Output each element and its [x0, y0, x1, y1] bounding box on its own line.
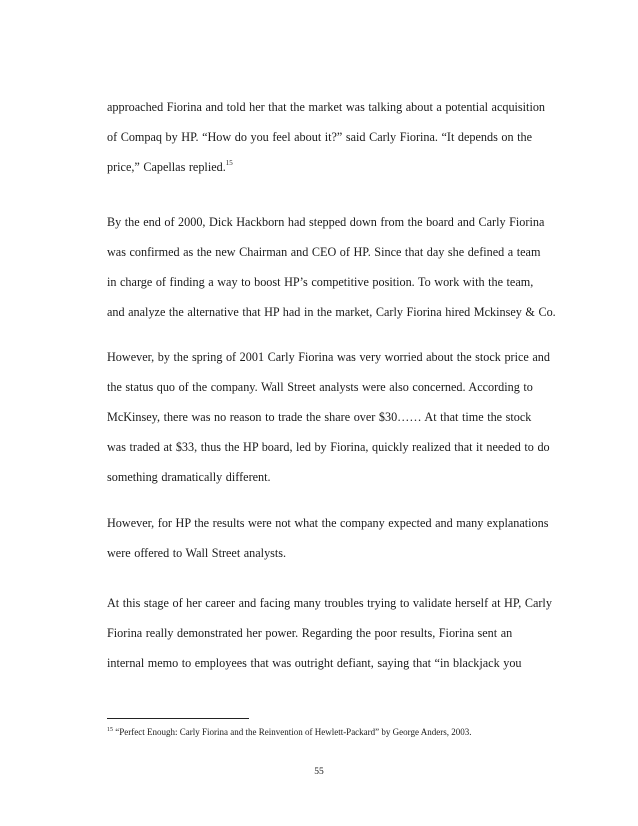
footnote	[107, 727, 472, 737]
text-line: By the end of 2000, Dick Hackborn had stepped down from the board and Carly Fiorina	[107, 215, 545, 229]
text-line: However, for HP the results were not what the company expected and many explanations	[107, 516, 549, 530]
text-line: something dramatically different.	[107, 470, 271, 484]
text-line: the status quo of the company. Wall Street analysts were also concerned. According to	[107, 380, 533, 394]
footnote-reference: 15	[225, 159, 233, 167]
text-line: McKinsey, there was no reason to trade the share over $30…… At that time the stock	[107, 410, 532, 424]
text-line	[107, 152, 547, 182]
text-line: of Compaq by HP. “How do you feel about it?” said Carly Fiorina. “It depends on the	[107, 130, 532, 144]
text-line: were offered to Wall Street analysts.	[107, 546, 287, 560]
text-line-content: price,” Capellas replied.	[107, 160, 226, 174]
text-line: was confirmed as the new Chairman and CEO of HP. Since that day she defined a team	[107, 245, 541, 259]
text-line: approached Fiorina and told her that the market was talking about a potential acquisition	[107, 100, 546, 114]
text-line: At this stage of her career and facing many troubles trying to validate herself at HP, Carly	[107, 596, 552, 610]
paragraph-5	[107, 588, 552, 678]
paragraph-1	[107, 92, 547, 182]
page-number: 55	[314, 767, 324, 777]
footnote-divider	[107, 718, 249, 719]
paragraph-2	[107, 207, 556, 327]
footnote-number: 15	[107, 727, 113, 733]
footnote-text: “Perfect Enough: Carly Fiorina and the Reinvention of Hewlett-Packard” by George Anders, 2003.	[115, 727, 472, 737]
paragraph-3	[107, 342, 550, 492]
text-line: and analyze the alternative that HP had in the market, Carly Fiorina hired Mckinsey & Co.	[107, 305, 556, 319]
text-line: However, by the spring of 2001 Carly Fiorina was very worried about the stock price and	[107, 350, 550, 364]
text-line: in charge of finding a way to boost HP’s competitive position. To work with the team,	[107, 275, 534, 289]
text-line: Fiorina really demonstrated her power. Regarding the poor results, Fiorina sent an	[107, 626, 513, 640]
text-line: was traded at $33, thus the HP board, led by Fiorina, quickly realized that it needed to do	[107, 440, 550, 454]
text-line: internal memo to employees that was outright defiant, saying that “in blackjack you	[107, 656, 522, 670]
paragraph-4	[107, 508, 547, 568]
